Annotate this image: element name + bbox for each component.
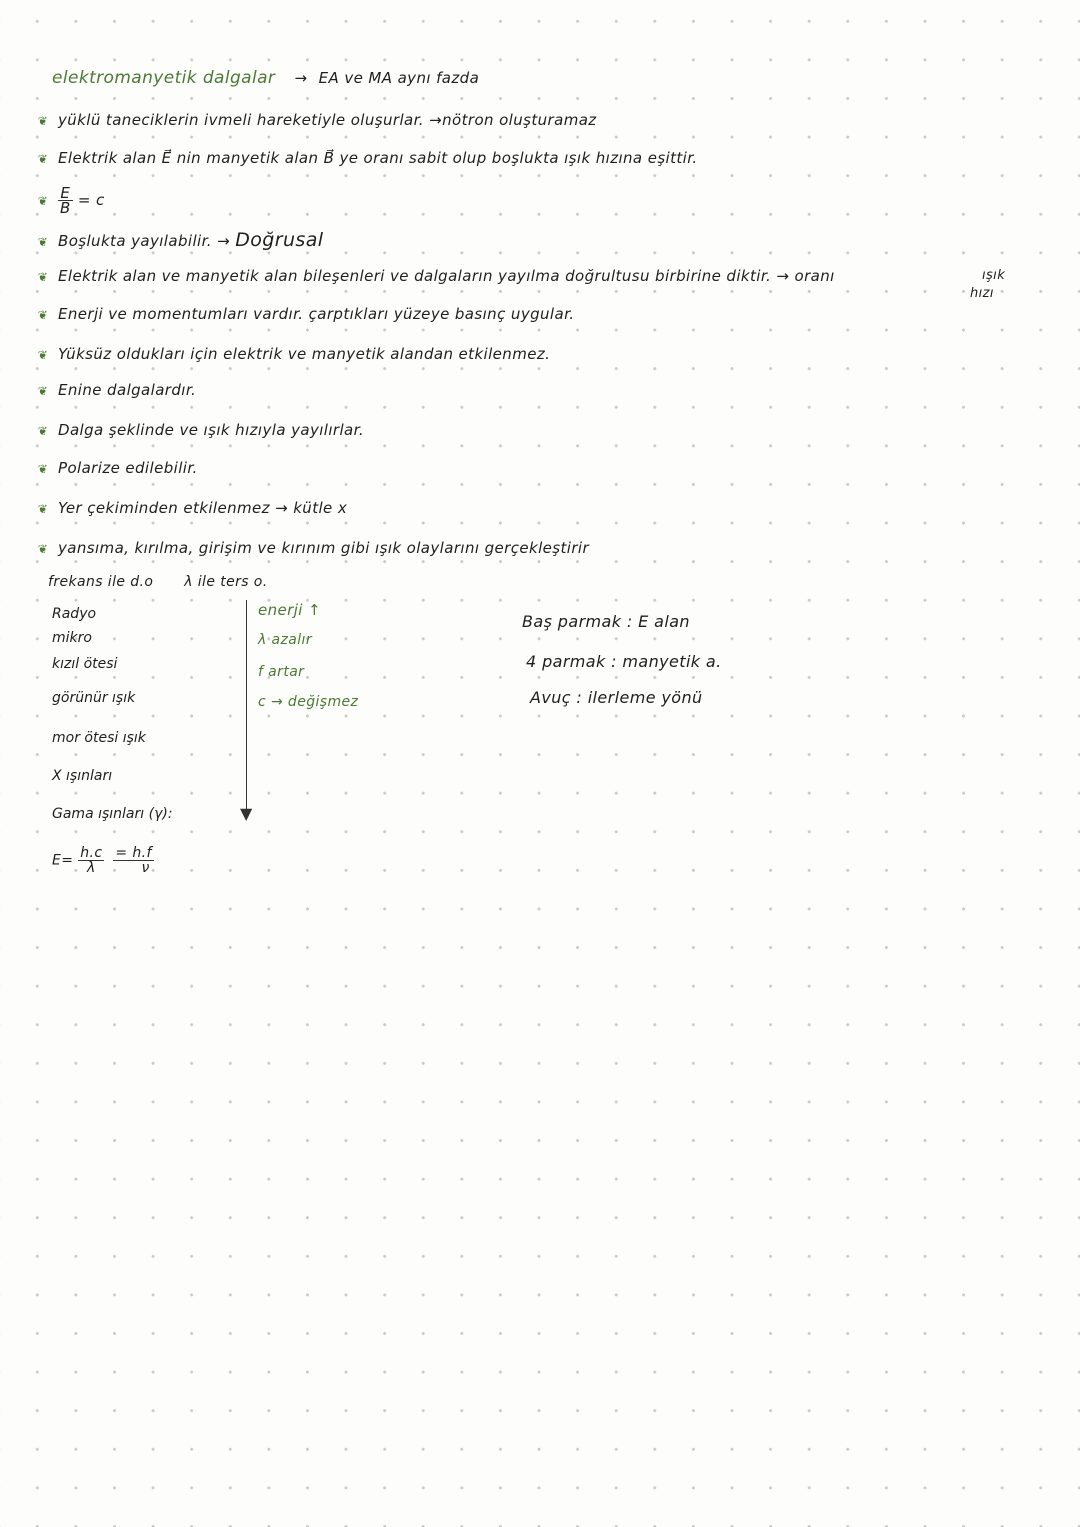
note-text: yansıma, kırılma, girişim ve kırınım gibi ışık olaylarını gerçekleştirir — [58, 539, 590, 557]
note-line-2 — [36, 148, 698, 169]
leaf-bullet-icon: ❦ — [37, 348, 49, 362]
leaf-bullet-icon: ❦ — [37, 152, 49, 166]
spectrum-item: X ışınları — [52, 768, 113, 784]
note-text: Yer çekiminden etkilenmez → kütle x — [58, 499, 348, 517]
fraction-denominator: B — [60, 199, 71, 217]
formula-lhs: E= — [52, 852, 74, 869]
relation-left: frekans ile d.o — [48, 574, 154, 590]
fraction-numerator: h.c — [80, 845, 103, 861]
leaf-bullet-icon: ❦ — [37, 235, 49, 249]
fraction — [78, 846, 104, 875]
formula-rhs: = c — [77, 191, 105, 209]
note-line-3 — [36, 230, 323, 252]
title-note: EA ve MA aynı fazda — [318, 69, 480, 87]
leaf-bullet-icon: ❦ — [37, 462, 49, 476]
note-text: yüklü taneciklerin ivmeli hareketiyle oluşurlar. →nötron oluşturamaz — [58, 111, 597, 129]
note-text: Elektrik alan E⃗ nin manyetik alan B⃗ ye oranı sabit olup boşlukta ışık hızına eşittir. — [58, 149, 698, 167]
leaf-bullet-icon: ❦ — [37, 502, 49, 516]
leaf-bullet-icon: ❦ — [37, 424, 49, 438]
spectrum-arrow-line — [246, 600, 247, 812]
emphasis-word: Doğrusal — [235, 229, 324, 251]
leaf-bullet-icon: ❦ — [37, 542, 49, 556]
fraction — [58, 186, 73, 215]
spectrum-item: kızıl ötesi — [52, 656, 118, 672]
page-title: elektromanyetik dalgalar — [52, 68, 276, 88]
spectrum-change: c → değişmez — [258, 694, 359, 710]
note-text: Dalga şeklinde ve ışık hızıyla yayılırlar. — [58, 421, 365, 439]
note-text: Enine dalgalardır. — [58, 381, 197, 399]
note-line-1 — [36, 110, 597, 131]
relation-line — [48, 572, 268, 592]
note-text: Elektrik alan ve manyetik alan bileşenleri ve dalgaların yayılma doğrultusu birbirine diktir. → oranı — [58, 267, 835, 285]
spectrum-item: Gama ışınları (γ): — [52, 806, 173, 822]
fraction — [113, 846, 153, 875]
fraction-numerator: = h.f — [115, 845, 152, 861]
spectrum-item: mor ötesi ışık — [52, 730, 146, 746]
note-line-9 — [36, 458, 198, 479]
spectrum-change: enerji ↑ — [258, 601, 322, 619]
note-line-6 — [36, 344, 550, 365]
formula-energy — [52, 846, 154, 875]
leaf-bullet-icon: ❦ — [37, 270, 49, 284]
fraction-numerator: E — [58, 186, 73, 201]
spectrum-item: Radyo — [52, 606, 97, 622]
leaf-bullet-icon: ❦ — [37, 114, 49, 128]
leaf-bullet-icon: ❦ — [37, 194, 49, 208]
note-line-4 — [36, 266, 835, 287]
title-arrow: → — [294, 69, 308, 87]
side-note-top: ışık — [982, 268, 1006, 283]
note-line-8 — [36, 420, 364, 441]
relation-right: λ ile ters o. — [184, 574, 268, 590]
arrow-down-icon: ▼ — [240, 804, 253, 823]
spectrum-item: görünür ışık — [52, 690, 136, 706]
leaf-bullet-icon: ❦ — [37, 384, 49, 398]
note-line-5 — [36, 304, 574, 325]
hand-rule-thumb: Baş parmak : E alan — [522, 612, 690, 631]
spectrum-change: f artar — [258, 664, 305, 680]
note-text: Enerji ve momentumları vardır. çarptıkları yüzeye basınç uygular. — [58, 305, 575, 323]
leaf-bullet-icon: ❦ — [37, 308, 49, 322]
hand-rule-fingers: 4 parmak : manyetik a. — [526, 652, 722, 671]
title-row — [52, 68, 479, 88]
note-line-11 — [36, 538, 589, 559]
spectrum-item: mikro — [52, 630, 92, 646]
note-text: Boşlukta yayılabilir. → — [58, 232, 231, 250]
fraction-denominator: ν — [141, 860, 150, 876]
note-text: Polarize edilebilir. — [58, 459, 198, 477]
note-line-10 — [36, 498, 347, 519]
note-text: Yüksüz oldukları için elektrik ve manyetik alandan etkilenmez. — [58, 345, 551, 363]
note-line-7 — [36, 380, 196, 401]
side-note-bottom: hızı — [970, 286, 994, 301]
fraction-denominator: λ — [87, 860, 96, 876]
formula-e-over-b — [36, 186, 105, 215]
spectrum-change: λ azalır — [258, 632, 312, 648]
hand-rule-palm: Avuç : ilerleme yönü — [530, 688, 703, 707]
